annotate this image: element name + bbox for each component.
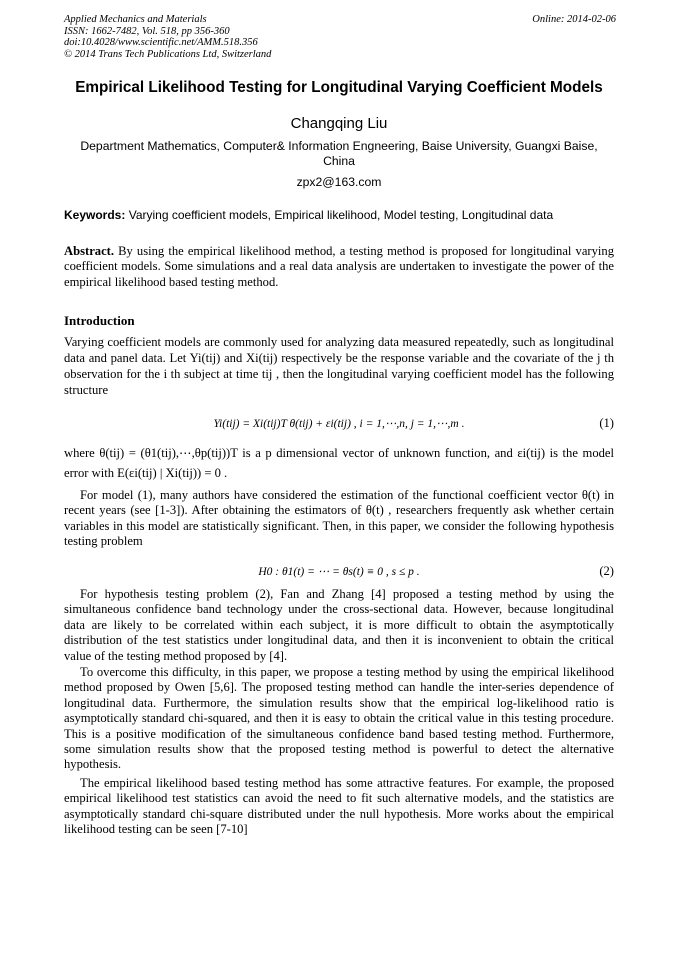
journal-header: [64, 14, 616, 60]
equation-2-number: (2): [599, 564, 614, 578]
intro-paragraph-4: To overcome this difficulty, in this paper, we propose a testing method by using the empirical likelihood method proposed by Owen [5,6]. The proposed testing method can handle the inter-series dependence of longitudinal data. Furthermore, the simulation results show that the empirical log-likelihood ratio is asymptotically standard chi-squared, and then it is easy to obtain the critical value in this testing procedure. This is a positive modification of the simultaneous confidence band based testing method. Furthermore, some simulation results show that the proposed testing method is powerful to detect the alternative hypothesis.: [64, 665, 614, 772]
keywords: [64, 208, 614, 222]
author-email: zpx2@163.com: [296, 175, 382, 189]
author-name: Changqing Liu: [290, 115, 388, 132]
equation-2-body: H0 : θ1(t) = ⋯ = θs(t) ≡ 0 , s ≤ p .: [258, 566, 420, 578]
where-paragraph: where θ(tij) = (θ1(tij),⋯,θp(tij))T is a p dimensional vector of unknown function, and εi(tij) is the model error with E(εi(tij) | Xi(tij)) = 0 .: [64, 446, 614, 480]
section-heading-introduction: Introduction: [64, 313, 135, 328]
intro-paragraph-5: The empirical likelihood based testing method has some attractive features. For example, the proposed empirical likelihood test statistics can avoid the need to fit such alternative models, and the statistics are asymptotically standard chi-square distributed under the null hypothesis. More works about the empirical likelihood testing can be seen [7-10]: [64, 776, 614, 837]
intro-paragraph-2: For model (1), many authors have considered the estimation of the functional coefficient vector θ(t) in recent years (see [1-3]). After obtaining the estimators of θ(t) , researchers frequently ask whether certain variables in this model are statistically significant. Then, in this paper, we consider the following hypothesis testing problem: [64, 488, 614, 549]
abstract-label: Abstract.: [64, 244, 115, 258]
journal-copyright: © 2014 Trans Tech Publications Ltd, Switzerland: [64, 48, 272, 60]
abstract-text: By using the empirical likelihood method, a testing method is proposed for longitudinal varying coefficient models. Some simulations and a real data analysis are undertaken to investigate the power of the empirical likelihood based testing method.: [64, 244, 614, 289]
journal-issn: ISSN: 1662-7482, Vol. 518, pp 356-360: [64, 25, 230, 37]
intro-paragraph-3: For hypothesis testing problem (2), Fan and Zhang [4] proposed a testing method by using the simultaneous confidence band technology under the cross-sectional data. However, because longitudinal data are likely to be correlated within each subject, it is more difficult to obtain the asymptotically distribution of the test statistics under longitudinal data, and then it is inconvenient to obtain the critical value of the testing method proposed by [4].: [64, 587, 614, 663]
keywords-label: Keywords:: [64, 208, 126, 222]
equation-1-number: (1): [599, 416, 614, 430]
journal-doi: doi:10.4028/www.scientific.net/AMM.518.356: [64, 37, 258, 48]
keywords-text: Varying coefficient models, Empirical likelihood, Model testing, Longitudinal data: [128, 208, 554, 222]
equation-1-body: Yi(tij) = Xi(tij)T θ(tij) + εi(tij) , i = 1,⋯,n, j = 1,⋯,m .: [213, 418, 465, 430]
intro-paragraph-1: Varying coefficient models are commonly used for analyzing data measured repeatedly, such as longitudinal data and panel data. Let Yi(tij) and Xi(tij) respectively be the response variable and the covariate of the j th observation for the i th subject at time tij , then the longitudinal varying coefficient model has the following structure: [64, 335, 614, 397]
paper-title: Empirical Likelihood Testing for Longitudinal Varying Coefficient Models: [75, 79, 603, 96]
journal-name: Applied Mechanics and Materials: [64, 14, 207, 25]
author-affiliation: Department Mathematics, Computer& Information Engneering, Baise University, Guangxi Baise, China: [80, 139, 598, 168]
online-date: Online: 2014-02-06: [532, 14, 616, 25]
abstract: [64, 244, 614, 290]
